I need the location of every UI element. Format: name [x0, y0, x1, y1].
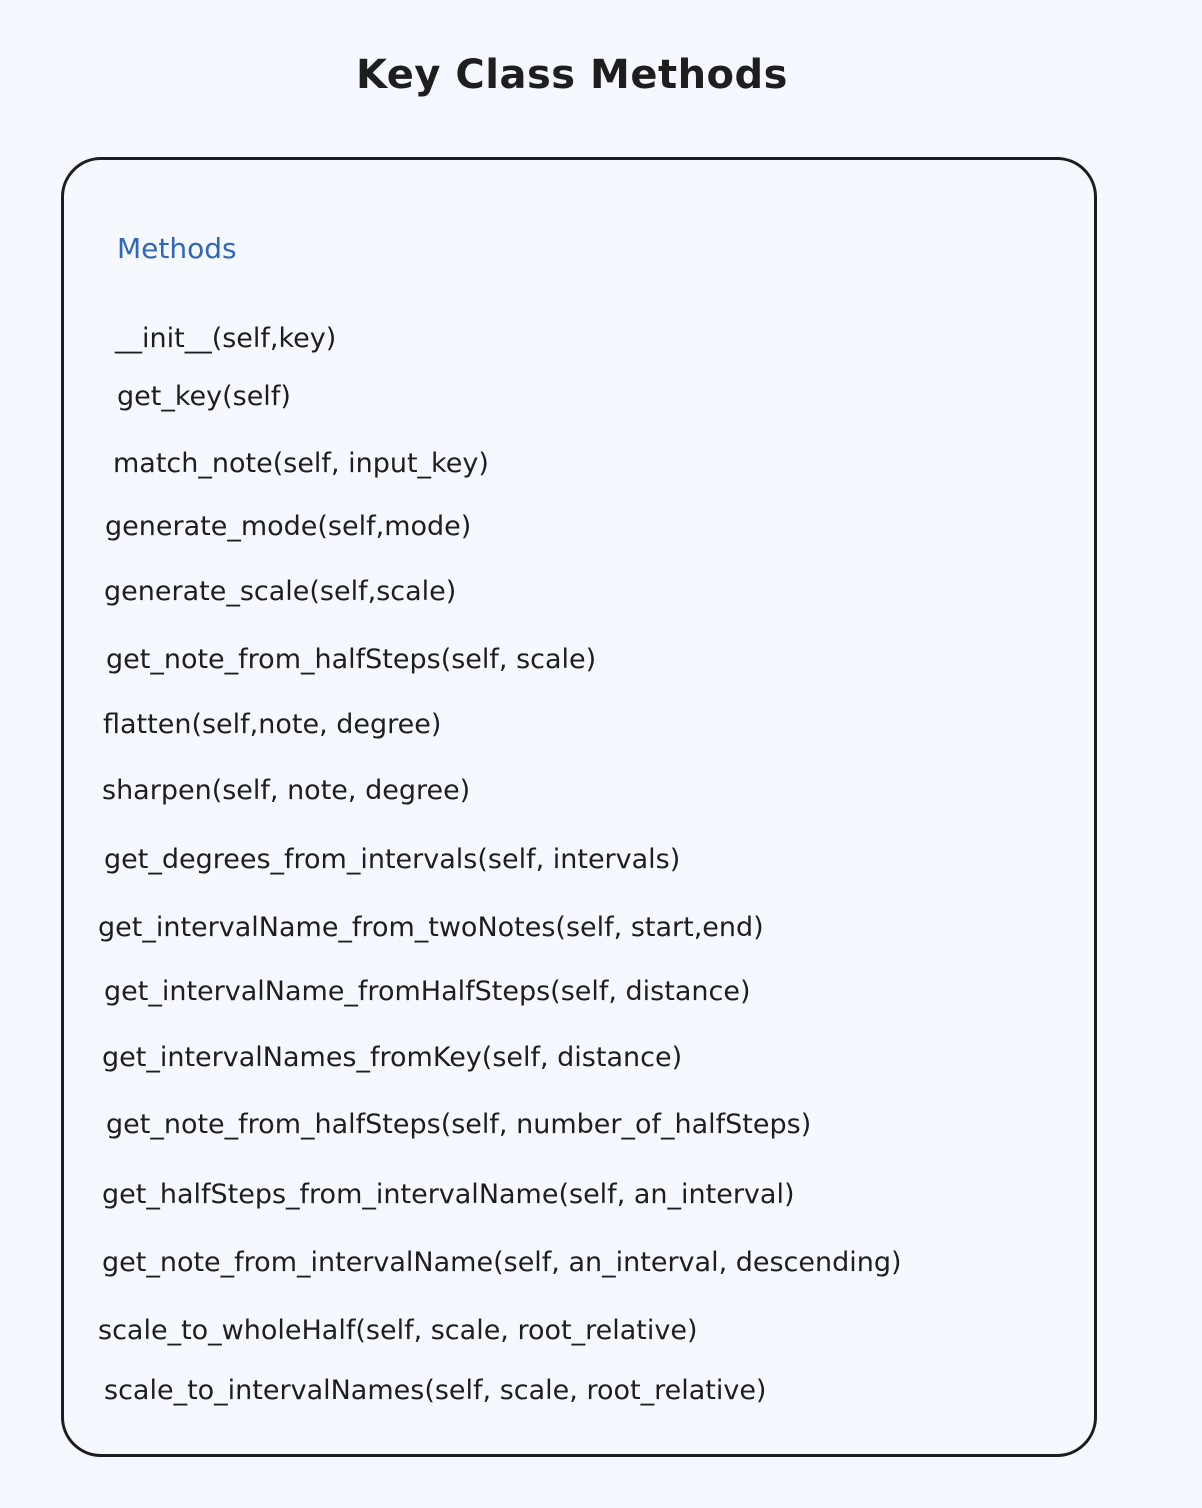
- method-get-note-from-halfsteps-scale: get_note_from_halfSteps(self, scale): [106, 644, 597, 675]
- method-generate-scale: generate_scale(self,scale): [104, 576, 457, 607]
- diagram-title: Key Class Methods: [356, 52, 788, 98]
- method-scale-to-intervalnames: scale_to_intervalNames(self, scale, root_relative): [104, 1375, 767, 1406]
- method-flatten: flatten(self,note, degree): [103, 709, 442, 740]
- method-get-note-from-intervalname: get_note_from_intervalName(self, an_interval, descending): [102, 1247, 902, 1278]
- section-label-methods: Methods: [117, 232, 237, 265]
- method-init: __init__(self,key): [115, 323, 337, 354]
- method-get-intervalnames-fromkey: get_intervalNames_fromKey(self, distance): [102, 1042, 683, 1073]
- method-get-note-from-halfsteps-number: get_note_from_halfSteps(self, number_of_halfSteps): [106, 1109, 812, 1140]
- method-get-degrees-from-intervals: get_degrees_from_intervals(self, intervals): [104, 844, 681, 875]
- method-match-note: match_note(self, input_key): [113, 448, 489, 479]
- method-get-halfsteps-from-intervalname: get_halfSteps_from_intervalName(self, an_interval): [102, 1179, 795, 1210]
- method-sharpen: sharpen(self, note, degree): [102, 775, 471, 806]
- method-get-key: get_key(self): [117, 381, 291, 412]
- method-get-intervalname-from-twonotes: get_intervalName_from_twoNotes(self, start,end): [98, 912, 764, 943]
- method-scale-to-wholehalf: scale_to_wholeHalf(self, scale, root_relative): [98, 1315, 698, 1346]
- method-generate-mode: generate_mode(self,mode): [105, 511, 472, 542]
- method-get-intervalname-fromhalfsteps: get_intervalName_fromHalfSteps(self, distance): [104, 976, 751, 1007]
